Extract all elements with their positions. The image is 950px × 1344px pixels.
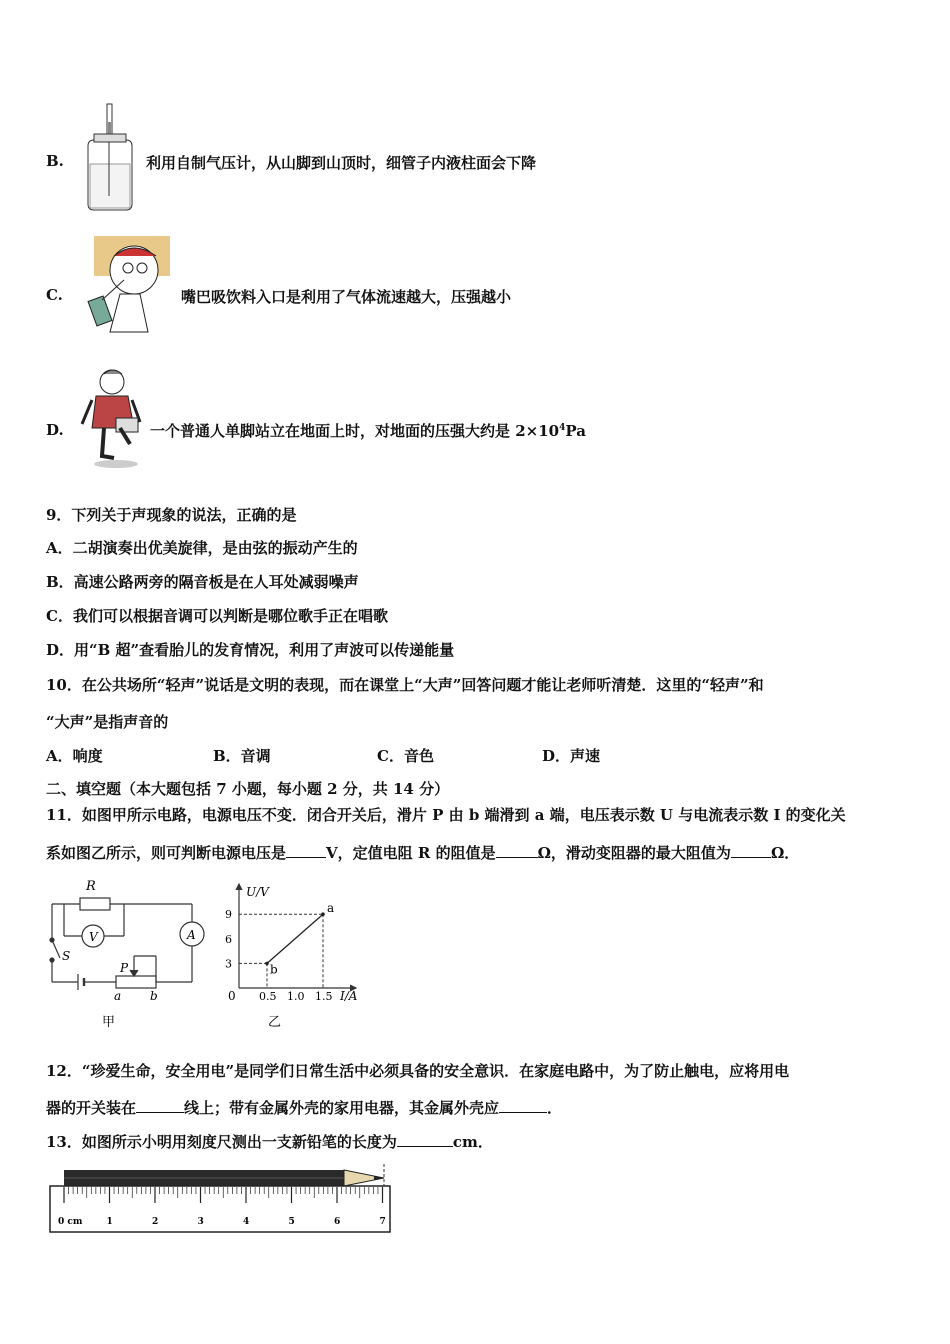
ruler-label: 3 bbox=[197, 1217, 204, 1227]
q10-stem-line1: 10．在公共场所“轻声”说话是文明的表现，而在课堂上“大声”回答问题才能让老师听清楚．这里的“轻声”和 bbox=[46, 676, 764, 694]
x-tick-label: 0.5 bbox=[259, 990, 277, 1003]
u-i-graph bbox=[216, 872, 372, 1032]
q11-line2 bbox=[46, 842, 799, 863]
max-resistance-answer-blank[interactable] bbox=[731, 843, 771, 858]
q10-stem-line2: “大声”是指声音的 bbox=[46, 713, 169, 731]
person-one-foot-image bbox=[80, 366, 146, 472]
q10-option-a: A．响度 bbox=[46, 747, 103, 765]
q13-text-a: 13．如图所示小明用刻度尺测出一支新铅笔的长度为 bbox=[46, 1133, 397, 1151]
switch-label: S bbox=[62, 949, 71, 963]
option-d-text-main: 一个普通人单脚站立在地面上时，对地面的压强大约是 2×10 bbox=[150, 422, 560, 440]
q12-text-c: ． bbox=[547, 1099, 563, 1117]
ruler-label: 6 bbox=[334, 1217, 341, 1227]
section-2-title: 二、填空题（本大题包括 7 小题，每小题 2 分，共 14 分） bbox=[46, 780, 450, 798]
q12-text-b: 线上；带有金属外壳的家用电器，其金属外壳应 bbox=[184, 1099, 500, 1117]
pencil-length-blank[interactable] bbox=[397, 1132, 453, 1147]
barometer-image bbox=[80, 100, 140, 215]
option-c-label: C. bbox=[46, 286, 63, 304]
slider-label: P bbox=[120, 961, 129, 975]
x-tick-label: 1.5 bbox=[315, 990, 333, 1003]
data-point-a bbox=[321, 912, 325, 916]
voltmeter-label: V bbox=[89, 930, 98, 944]
terminal-a-label: a bbox=[114, 989, 122, 1003]
resistance-answer-blank[interactable] bbox=[496, 843, 538, 858]
x-tick-label: 1.0 bbox=[287, 990, 305, 1003]
q10-option-d: D．声速 bbox=[542, 747, 601, 765]
switch-wire-blank[interactable] bbox=[136, 1098, 184, 1113]
data-point-b bbox=[265, 962, 269, 966]
option-d-exponent: 4 bbox=[559, 423, 566, 433]
q11-text-c: Ω，滑动变阻器的最大阻值为 bbox=[537, 844, 731, 862]
y-tick-label: 6 bbox=[225, 932, 232, 946]
option-d-text bbox=[150, 420, 586, 441]
ruler-label: 5 bbox=[288, 1217, 295, 1227]
metal-case-blank[interactable] bbox=[499, 1098, 547, 1113]
ammeter-label: A bbox=[187, 928, 196, 942]
q9-option-a: A．二胡演奏出优美旋律，是由弦的振动产生的 bbox=[46, 539, 358, 557]
ruler-label: 2 bbox=[152, 1217, 159, 1227]
q9-option-b: B．高速公路两旁的隔音板是在人耳处减弱噪声 bbox=[46, 573, 359, 591]
point-label-a: a bbox=[327, 901, 335, 916]
q13-line bbox=[46, 1131, 493, 1152]
ruler-label: 4 bbox=[243, 1217, 250, 1227]
terminal-b-label: b bbox=[150, 989, 158, 1003]
q10-option-b: B．音调 bbox=[213, 747, 271, 765]
boy-drinking-image bbox=[80, 234, 172, 334]
option-c-text: 嘴巴吸饮料入口是利用了气体流速越大，压强越小 bbox=[181, 288, 512, 306]
q9-stem: 9．下列关于声现象的说法，正确的是 bbox=[46, 506, 297, 524]
ruler-with-pencil-image bbox=[48, 1160, 394, 1238]
origin-label: 0 bbox=[228, 989, 236, 1003]
q13-text-b: cm． bbox=[452, 1133, 493, 1151]
q12-line2 bbox=[46, 1097, 562, 1118]
circuit-caption: 甲 bbox=[102, 1015, 116, 1030]
q11-line1: 11．如图甲所示电路，电源电压不变．闭合开关后，滑片 P 由 b 端滑到 a 端，电压表示数 U 与电流表示数 I 的变化关 bbox=[46, 806, 846, 824]
y-tick-label: 3 bbox=[225, 957, 232, 971]
q11-text-a: 系如图乙所示，则可判断电源电压是 bbox=[46, 844, 287, 862]
option-d-label: D. bbox=[46, 421, 64, 439]
q9-option-d: D．用“B 超”查看胎儿的发育情况，利用了声波可以传递能量 bbox=[46, 641, 455, 659]
y-axis-label: U/V bbox=[246, 885, 269, 899]
x-axis-label: I/A bbox=[340, 989, 358, 1003]
option-b-text: 利用自制气压计，从山脚到山顶时，细管子内液柱面会下降 bbox=[146, 154, 537, 172]
q12-line1: 12．“珍爱生命，安全用电”是同学们日常生活中必须具备的安全意识．在家庭电路中，为了防止触电，应将用电 bbox=[46, 1062, 790, 1080]
q11-text-b: V，定值电阻 R 的阻值是 bbox=[326, 844, 496, 862]
y-tick-label: 9 bbox=[225, 908, 232, 922]
ruler-label: 7 bbox=[379, 1217, 386, 1227]
ruler-unit-label: 0 cm bbox=[58, 1217, 83, 1227]
option-b-label: B. bbox=[46, 152, 64, 170]
resistor-label: R bbox=[86, 879, 96, 894]
q10-option-c: C．音色 bbox=[377, 747, 434, 765]
option-d-unit: Pa bbox=[565, 422, 586, 440]
q12-text-a: 器的开关装在 bbox=[46, 1099, 137, 1117]
circuit-diagram bbox=[44, 872, 214, 1032]
voltage-answer-blank[interactable] bbox=[286, 843, 326, 858]
q9-option-c: C．我们可以根据音调可以判断是哪位歌手正在唱歌 bbox=[46, 607, 388, 625]
q11-text-d: Ω． bbox=[770, 844, 800, 862]
point-label-b: b bbox=[270, 962, 278, 977]
u-i-series-line bbox=[267, 914, 323, 963]
graph-caption: 乙 bbox=[268, 1015, 282, 1030]
ruler-label: 1 bbox=[106, 1217, 113, 1227]
